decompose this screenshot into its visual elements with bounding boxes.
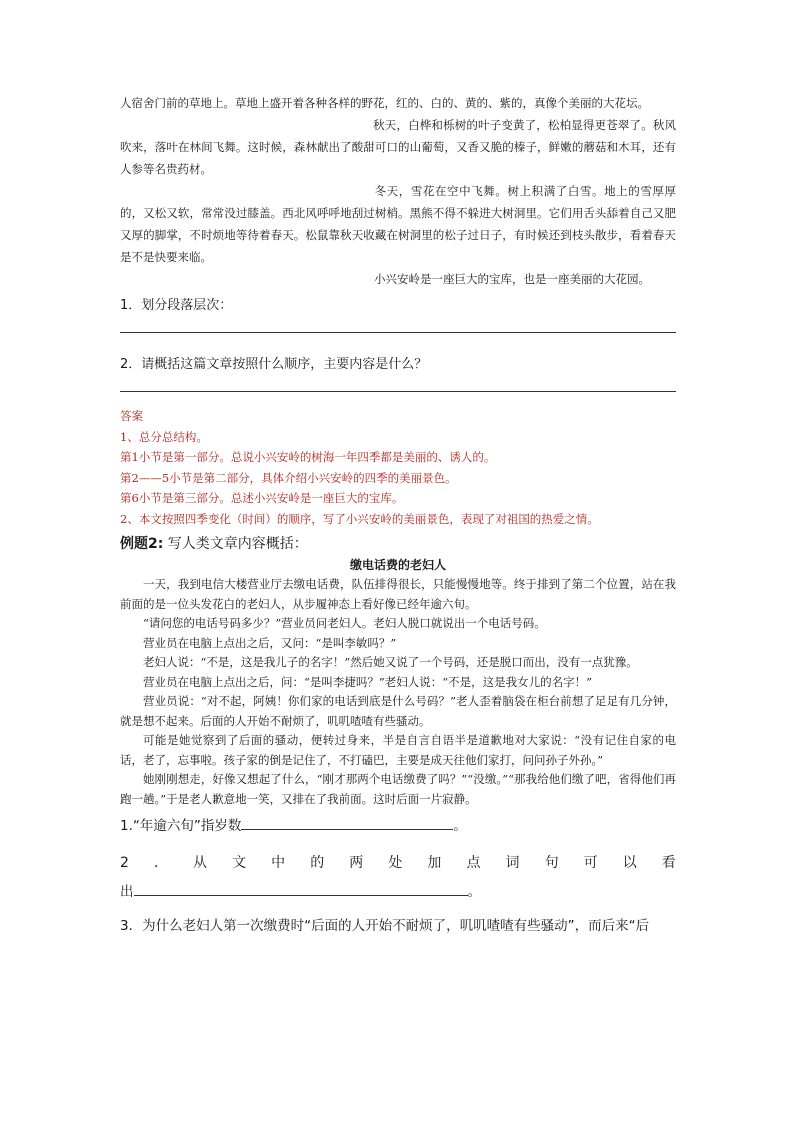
story-paragraph: 营业员在电脑上点出之后，又问：“是叫李敏吗？” (143, 635, 397, 650)
answer-line-a3: 第2——5小节是第二部分，具体介绍小兴安岭的四季的美丽景色。 (120, 470, 457, 485)
story-paragraph: 老妇人说：“不是，这是我儿子的名字！”然后她又说了一个号码，还是脱口而出，没有一点犹豫。 (143, 655, 638, 669)
question-2-2-line2: 出 。 (120, 884, 481, 900)
passage-paragraph-ending: 小兴安岭是一座巨大的宝库，也是一座美丽的大花园。 (374, 272, 650, 286)
story-paragraph: 她刚刚想走，好像又想起了什么，“刚才那两个电话缴费了吗？”“没缴。”“那我给他们缴了吧，省得他们再跑一趟。”于是老人歉意地一笑，又排在了我前面。这时后面一片寂静。 (120, 772, 676, 806)
answer-line-a2: 第1小节是第一部分。总说小兴安岭的树海一年四季都是美丽的、诱人的。 (120, 450, 496, 464)
question-2-1: 1.“年逾六旬”指岁数 。 (120, 818, 467, 834)
question-2-3: 3．为什么老妇人第一次缴费时“后面的人开始不耐烦了，叽叽喳喳有些骚动”，而后来“后 (120, 918, 650, 934)
story-paragraph: 一天，我到电信大楼营业厅去缴电话费，队伍排得很长，只能慢慢地等。终于排到了第二个位置，站在我前面的是一位头发花白的老妇人，从步履神态上看好像已经年逾六旬。 (120, 577, 676, 611)
story-paragraph: “请问您的电话号码多少？”营业员问老妇人。老妇人脱口就说出一个电话号码。 (143, 616, 546, 630)
answer-line-1[interactable] (120, 332, 676, 333)
answer-line-2[interactable] (120, 391, 676, 392)
story-paragraph: 可能是她觉察到了后面的骚动，便转过身来，半是自言自语半是道歉地对大家说：“没有记住自家的电话，老了，忘事啦。孩子家的倒是记住了，不打磕巴，主要是成天往他们家打，问问孙子外孙。” (120, 733, 676, 767)
example-2-title: 写人类文章内容概括： (167, 536, 308, 552)
example-2-heading (120, 533, 676, 555)
answer-line-a5: 2、本文按照四季变化（时间）的顺序，写了小兴安岭的美丽景色，表现了对祖国的热爱之情。 (120, 511, 599, 526)
passage-paragraph-summer-end: 人宿舍门前的草地上。草地上盛开着各种各样的野花，红的、白的、黄的、紫的，真像个美丽的大花坛。 (120, 96, 649, 110)
answer-line-a4: 第6小节是第三部分。总述小兴安岭是一座巨大的宝库。 (120, 491, 404, 505)
question-1-1: 1．划分段落层次： (120, 298, 233, 313)
story-title: 缴电话费的老妇人 (349, 558, 446, 572)
document-page (120, 92, 676, 941)
answer-label: 答案 (120, 409, 143, 423)
question-1-2: 2．请概括这篇文章按照什么顺序，主要内容是什么？ (120, 357, 428, 372)
fill-blank-1[interactable] (241, 828, 453, 830)
fill-blank-2[interactable] (134, 894, 468, 896)
story-paragraph: 营业员说：“对不起，阿姨！你们家的电话到底是什么号码？”老人歪着脑袋在柜台前想了足足有几分钟，就是想不起来。后面的人开始不耐烦了，叽叽喳喳有些骚动。 (120, 694, 676, 728)
passage-paragraph-winter: 冬天，雪花在空中飞舞。树上积满了白雪。地上的雪厚厚的，又松又软，常常没过膝盖。西北风呼呼地刮过树梢。黑熊不得不躲进大树洞里。它们用舌头舔着自己又肥又厚的脚掌，不时烦地等待着春天。松鼠靠秋天收藏在树洞里的松子过日子，有时候还到枝头散步，看着春天是不是快要来临。 (120, 184, 676, 264)
passage-paragraph-autumn: 秋天，白桦和栎树的叶子变黄了，松柏显得更苍翠了。秋风吹来，落叶在林间飞舞。这时候，森林献出了酸甜可口的山葡萄，又香又脆的榛子，鲜嫩的蘑菇和木耳，还有人参等名贵药材。 (120, 118, 676, 176)
example-2-label: 例题2: (120, 536, 164, 552)
question-2-2-line1: 2 ． 从 文 中 的 两 处 加 点 词 句 可 以 看 (120, 855, 676, 871)
answer-line-a1: 1、总分总结构。 (120, 429, 208, 444)
story-paragraph: 营业员在电脑上点出之后，问：“是叫李捷吗？”老妇人说：“不是，这是我女儿的名字！” (143, 674, 593, 689)
